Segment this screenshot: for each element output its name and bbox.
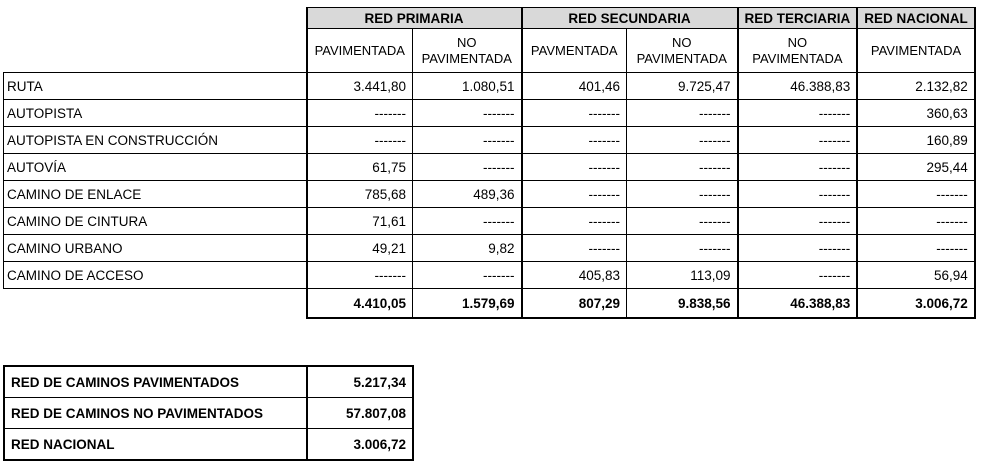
table-row bbox=[4, 100, 975, 127]
table-cell: ------- bbox=[857, 235, 975, 262]
empty-corner-cell bbox=[4, 29, 307, 73]
group-header-red-terciaria: RED TERCIARIA bbox=[738, 8, 858, 29]
table-cell: 1.080,51 bbox=[413, 73, 522, 100]
table-row bbox=[4, 208, 975, 235]
table-cell: 49,21 bbox=[307, 235, 413, 262]
subheader-primaria-no-pavimentada: NO PAVIMENTADA bbox=[413, 29, 522, 73]
table-cell: ------- bbox=[738, 235, 858, 262]
row-label: AUTOPISTA EN CONSTRUCCIÓN bbox=[4, 127, 307, 154]
group-header-red-secundaria: RED SECUNDARIA bbox=[522, 8, 738, 29]
table-cell: ------- bbox=[522, 100, 627, 127]
summary-value: 3.006,72 bbox=[307, 429, 413, 461]
table-cell: ------- bbox=[738, 262, 858, 289]
row-label: AUTOVÍA bbox=[4, 154, 307, 181]
table-cell: ------- bbox=[627, 208, 738, 235]
table-row bbox=[4, 127, 975, 154]
table-row bbox=[4, 73, 975, 100]
table-cell: ------- bbox=[627, 100, 738, 127]
summary-value: 57.807,08 bbox=[307, 398, 413, 429]
subheader-secundaria-pavimentada: PAVMENTADA bbox=[522, 29, 627, 73]
table-cell: ------- bbox=[413, 127, 522, 154]
table-cell: ------- bbox=[413, 154, 522, 181]
table-cell: 295,44 bbox=[857, 154, 975, 181]
empty-total-label-cell bbox=[4, 289, 307, 319]
table-cell: ------- bbox=[307, 127, 413, 154]
summary-label: RED NACIONAL bbox=[4, 429, 307, 461]
row-label: AUTOPISTA bbox=[4, 100, 307, 127]
summary-row bbox=[4, 429, 413, 461]
table-cell: ------- bbox=[738, 100, 858, 127]
total-cell: 9.838,56 bbox=[627, 289, 738, 319]
table-cell: 401,46 bbox=[522, 73, 627, 100]
summary-table bbox=[3, 365, 414, 461]
table-row bbox=[4, 181, 975, 208]
group-header-red-primaria: RED PRIMARIA bbox=[307, 8, 522, 29]
table-cell: ------- bbox=[307, 100, 413, 127]
table-cell: ------- bbox=[522, 208, 627, 235]
total-cell: 1.579,69 bbox=[413, 289, 522, 319]
table-cell: ------- bbox=[627, 235, 738, 262]
table-cell: ------- bbox=[627, 127, 738, 154]
table-cell: 46.388,83 bbox=[738, 73, 858, 100]
table-cell: ------- bbox=[413, 262, 522, 289]
table-row bbox=[4, 262, 975, 289]
total-cell: 4.410,05 bbox=[307, 289, 413, 319]
table-cell: ------- bbox=[627, 154, 738, 181]
table-cell: ------- bbox=[522, 235, 627, 262]
table-cell: 61,75 bbox=[307, 154, 413, 181]
table-cell: ------- bbox=[522, 127, 627, 154]
table-cell: ------- bbox=[738, 181, 858, 208]
table-cell: 9.725,47 bbox=[627, 73, 738, 100]
table-cell: ------- bbox=[413, 208, 522, 235]
table-cell: 160,89 bbox=[857, 127, 975, 154]
table-cell: ------- bbox=[738, 208, 858, 235]
table-cell: ------- bbox=[522, 181, 627, 208]
table-cell: ------- bbox=[857, 208, 975, 235]
summary-label: RED DE CAMINOS NO PAVIMENTADOS bbox=[4, 398, 307, 429]
row-label: RUTA bbox=[4, 73, 307, 100]
table-row bbox=[4, 154, 975, 181]
row-label: CAMINO DE ACCESO bbox=[4, 262, 307, 289]
group-header-red-nacional: RED NACIONAL bbox=[857, 8, 975, 29]
row-label: CAMINO DE CINTURA bbox=[4, 208, 307, 235]
table-cell: 71,61 bbox=[307, 208, 413, 235]
table-cell: 785,68 bbox=[307, 181, 413, 208]
table-cell: 56,94 bbox=[857, 262, 975, 289]
table-cell: ------- bbox=[413, 100, 522, 127]
row-label: CAMINO URBANO bbox=[4, 235, 307, 262]
table-row bbox=[4, 235, 975, 262]
table-cell: 9,82 bbox=[413, 235, 522, 262]
table-cell: 3.441,80 bbox=[307, 73, 413, 100]
table-cell: ------- bbox=[738, 154, 858, 181]
totals-row bbox=[4, 289, 975, 319]
empty-corner-cell bbox=[4, 8, 307, 29]
table-cell: ------- bbox=[307, 262, 413, 289]
subheader-secundaria-no-pavimentada: NO PAVIMENTADA bbox=[627, 29, 738, 73]
summary-row bbox=[4, 398, 413, 429]
row-label: CAMINO DE ENLACE bbox=[4, 181, 307, 208]
table-cell: ------- bbox=[857, 181, 975, 208]
table-cell: 113,09 bbox=[627, 262, 738, 289]
table-cell: ------- bbox=[627, 181, 738, 208]
subheader-primaria-pavimentada: PAVIMENTADA bbox=[307, 29, 413, 73]
subheader-terciaria-no-pavimentada: NO PAVIMENTADA bbox=[738, 29, 858, 73]
table-cell: 405,83 bbox=[522, 262, 627, 289]
table-cell: 360,63 bbox=[857, 100, 975, 127]
summary-label: RED DE CAMINOS PAVIMENTADOS bbox=[4, 366, 307, 398]
total-cell: 807,29 bbox=[522, 289, 627, 319]
table-cell: 489,36 bbox=[413, 181, 522, 208]
table-cell: ------- bbox=[522, 154, 627, 181]
summary-row bbox=[4, 366, 413, 398]
table-cell: 2.132,82 bbox=[857, 73, 975, 100]
total-cell: 3.006,72 bbox=[857, 289, 975, 319]
subheader-nacional-pavimentada: PAVIMENTADA bbox=[857, 29, 975, 73]
total-cell: 46.388,83 bbox=[738, 289, 858, 319]
table-cell: ------- bbox=[738, 127, 858, 154]
summary-value: 5.217,34 bbox=[307, 366, 413, 398]
road-network-table bbox=[3, 7, 976, 319]
